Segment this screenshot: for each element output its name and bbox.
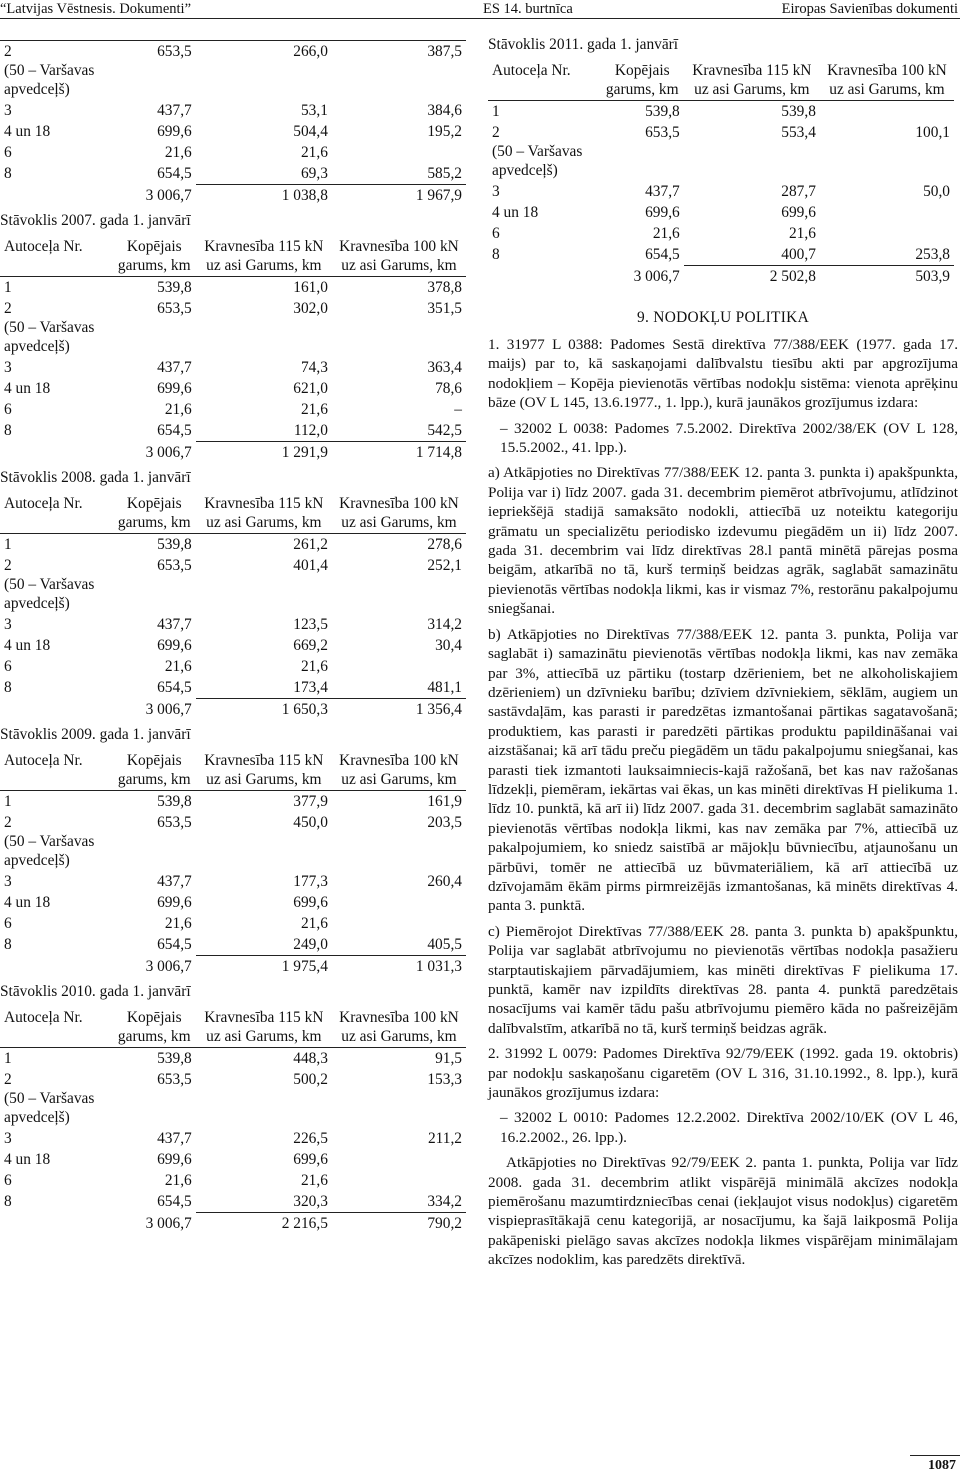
col-road-header: Autoceļa Nr. [488,60,601,101]
cell-115kn: 500,2 [293,1071,328,1088]
cell-115kn: 699,6 [293,1151,328,1168]
cell-total: 539,8 [113,277,196,299]
col-road-header: Autoceļa Nr. [0,236,113,277]
table-row [0,1191,466,1213]
cell-total: 21,6 [164,658,192,675]
cell-total: 653,5 [157,814,192,831]
col-115kn-header: Kravnesība 115 kN uz asi Garums, km [684,60,820,101]
cell-100kn: 405,5 [427,936,462,953]
cell-100kn-sum: 1 967,9 [332,185,466,207]
col-115kn-header: Kravnesība 115 kN uz asi Garums, km [196,236,332,277]
cell-blank [0,1213,113,1235]
cell-115kn: 699,6 [293,894,328,911]
col-total-header: Kopējais garums, km [113,236,196,277]
cell-115kn: 450,0 [293,814,328,831]
header-right: Eiropas Savienības dokumenti [781,1,958,17]
cell-road: 4 un 18 [4,1151,51,1168]
cell-road: 1 [0,1048,113,1070]
table-row [0,656,466,677]
cell-115kn-sum: 1 650,3 [196,699,332,721]
cell-115kn: 261,2 [196,534,332,556]
cell-115kn: 266,0 [196,41,332,101]
cell-115kn: 504,4 [293,123,328,140]
cell-total: 539,8 [601,101,684,123]
col-road-header: Autoceļa Nr. [0,493,113,534]
table-row [0,677,466,699]
cell-road: 2 (50 – Varšavas apvedceļš) [4,1071,95,1126]
cell-total-sum: 3 006,7 [145,957,192,975]
cell-115kn: 553,4 [781,124,816,141]
cell-100kn: 195,2 [427,123,462,140]
cell-total: 654,5 [157,679,192,696]
paragraph: 1. 31977 L 0388: Padomes Sestā direktīva 77/388/EEK (1977. gada 17. maijs) par to, kā saskaņojami dalībvalstu tiesību akti par apgrozījuma nodokļiem – Kopēja pievienotās vērtības nodokļu sistēma: vienota aprēķinu bāze (OV L 145, 13.6.1977., 1. lpp.), kurā jaunākos grozījumus izdara: [488,336,958,412]
header-rule [0,18,960,19]
paragraph: Atkāpjoties no Direktīvas 92/79/EEK 2. panta 1. punkta, Polija var līdz 2008. gada 31. decembrim atlikt vispārējā minimālā akcīzes nodokļa piemērošanu mazumtirdzniecības cenai (iekļaujot visus nodokļus) cigaretēm vispieprasītākajā cenu kategorijā, ar nosacījumu, ka šajā laikposmā Polija pakāpeniski pielāgo savas akcīzes nodokļa likmes vispārējam minimālajam akcīzes nodoklim, kas paredzēts direktīvā. [488,1154,958,1269]
cell-total-sum: 3 006,7 [145,1214,192,1232]
cell-100kn: 30,4 [435,637,462,654]
paragraph: c) Piemērojot Direktīvas 77/388/EEK 28. panta 3. punkta b) apakšpunktu, Polija var saglabāt atbrīvojumu no pievienotās vērtības nodokļa pasažieru starptautiskajiem pārvadājumiem, kas minēti direktīvas F pielikuma 17. punktā, kamēr nav izpildīts direktīvas 28. panta 4. punktā paredzētais nosacījums vai kamēr tādu pašu atbrīvojumu piemēro kāda no pašreizējām dalībvalstīm, atkarībā no tā, kurš termiņš beidzas agrāk. [488,922,958,1037]
cell-100kn-sum: 1 356,4 [332,699,466,721]
cell-115kn: 53,1 [300,102,328,119]
page-number-rule [910,1455,960,1456]
cell-100kn: 100,1 [915,124,950,141]
cell-road: 4 un 18 [4,380,51,397]
cell-115kn: 621,0 [293,380,328,397]
cell-115kn-sum: 2 502,8 [684,266,820,288]
cell-100kn-sum: 1 031,3 [332,956,466,978]
cell-total-sum: 3 006,7 [633,267,680,285]
cell-100kn: 363,4 [427,359,462,376]
col-road-header: Autoceļa Nr. [0,1007,113,1048]
table-row [0,121,466,142]
cell-total: 21,6 [164,144,192,161]
cell-road: 3 [4,616,12,633]
road-note: (50 – Varšavas apvedceļš) [4,319,95,355]
table-row [0,791,466,813]
table-row [488,202,954,223]
table-row [0,142,466,163]
cell-road: 1 [0,277,113,299]
cell-100kn: 314,2 [427,616,462,633]
cell-100kn [332,892,466,913]
total-row [0,699,466,721]
section-title: 9. NODOKĻU POLITIKA [637,309,809,326]
cell-total: 654,5 [157,165,192,182]
cell-total: 699,6 [157,894,192,911]
cell-115kn: 320,3 [293,1193,328,1210]
table-row [0,1069,466,1128]
cell-total: 437,7 [157,102,192,119]
table-row [0,378,466,399]
cell-road: 8 [4,1193,12,1210]
cell-115kn-sum: 1 291,9 [196,442,332,464]
table-row [0,41,466,101]
col-100kn-header: Kravnesība 100 kN uz asi Garums, km [820,60,954,101]
cell-100kn [332,913,466,934]
cell-total: 21,6 [164,1172,192,1189]
cell-115kn: 123,5 [293,616,328,633]
cell-total: 653,5 [645,124,680,141]
table-row [0,1170,466,1191]
cell-115kn: 173,4 [293,679,328,696]
road-note: (50 – Varšavas apvedceļš) [492,143,583,179]
header-left: “Latvijas Vēstnesis. Dokumenti” [0,1,192,17]
cell-blank [488,266,601,288]
paragraph: – 32002 L 0010: Padomes 12.2.2002. Direktīva 2002/10/EK (OV L 46, 16.2.2002., 26. lpp.). [500,1109,958,1146]
cell-road: 3 [492,183,500,200]
cell-total: 699,6 [645,204,680,221]
cell-100kn: 203,5 [427,814,462,831]
table-state-caption: Stāvoklis 2009. gada 1. janvārī [0,726,191,743]
table-row [0,399,466,420]
cell-total: 437,7 [157,359,192,376]
col-total-header: Kopējais garums, km [113,1007,196,1048]
cell-road: 2 (50 – Varšavas apvedceļš) [4,814,95,869]
table-row [0,934,466,956]
table-header-row [0,493,466,534]
table-row [0,298,466,357]
table-state-caption: Stāvoklis 2007. gada 1. janvārī [0,212,191,229]
cell-road: 8 [4,165,12,182]
col-100kn-header: Kravnesība 100 kN uz asi Garums, km [332,1007,466,1048]
cell-total-sum: 3 006,7 [145,186,192,204]
cell-blank [0,699,113,721]
table-row [0,534,466,556]
table-row [0,1048,466,1070]
table-row [0,871,466,892]
cell-100kn: 260,4 [427,873,462,890]
cell-road: 8 [4,936,12,953]
table-row [0,635,466,656]
col-100kn-header: Kravnesība 100 kN uz asi Garums, km [332,750,466,791]
cell-115kn: 377,9 [196,791,332,813]
road-table-continued [0,40,466,206]
cell-total-sum: 3 006,7 [145,700,192,718]
table-header-row [0,236,466,277]
right-column [488,30,958,1276]
cell-total: 653,5 [157,1071,192,1088]
cell-road: 2 (50 – Varšavas apvedceļš) [492,124,583,179]
cell-road: 3 [4,359,12,376]
cell-road: 1 [488,101,601,123]
col-115kn-header: Kravnesība 115 kN uz asi Garums, km [196,750,332,791]
road-table [0,236,466,463]
cell-100kn-sum: 1 714,8 [332,442,466,464]
table-row [488,223,954,244]
cell-100kn [820,202,954,223]
cell-total: 539,8 [113,791,196,813]
table-row [0,1128,466,1149]
cell-115kn: 161,0 [196,277,332,299]
cell-total: 699,6 [157,380,192,397]
cell-115kn-sum: 1 038,8 [196,185,332,207]
header-center: ES 14. burtnīca [483,1,573,17]
cell-115kn: 21,6 [300,1172,328,1189]
cell-total-sum: 3 006,7 [145,443,192,461]
page-number: 1087 [928,1458,956,1473]
cell-road: 8 [492,246,500,263]
col-115kn-header: Kravnesība 115 kN uz asi Garums, km [196,493,332,534]
cell-total: 653,5 [113,41,196,101]
table-row [0,812,466,871]
cell-100kn: 153,3 [427,1071,462,1088]
cell-road: 1 [0,791,113,813]
cell-road: 1 [0,534,113,556]
cell-total: 699,6 [157,1151,192,1168]
road-table [0,1007,466,1234]
cell-road: 4 un 18 [4,894,51,911]
table-row [488,101,954,123]
cell-100kn: 384,6 [427,102,462,119]
cell-road: 6 [492,225,500,242]
cell-total: 653,5 [157,300,192,317]
cell-total: 437,7 [157,616,192,633]
cell-115kn: 21,6 [300,144,328,161]
cell-100kn: – [454,401,462,418]
cell-100kn: 161,9 [332,791,466,813]
table-row [0,163,466,185]
cell-100kn: 78,6 [435,380,462,397]
table-row [0,100,466,121]
col-road-header: Autoceļa Nr. [0,750,113,791]
cell-115kn-sum: 1 975,4 [196,956,332,978]
cell-100kn-sum: 503,9 [820,266,954,288]
cell-total: 21,6 [164,915,192,932]
cell-100kn: 252,1 [427,557,462,574]
cell-road: 6 [4,1172,12,1189]
cell-total: 21,6 [652,225,680,242]
col-total-header: Kopējais garums, km [113,493,196,534]
cell-100kn [332,1149,466,1170]
paragraph: a) Atkāpjoties no Direktīvas 77/388/EEK 12. panta 3. punkta i) apakšpunkta, Polija var i) līdz 2007. gada 31. decembrim piemērot atbrīvojumu, atlīdzinot iepriekšējā stadijā samaksāto nodokli, attiecībā uz noteiktu kategoriju grāmatu un specializētu periodisko izdevumu piegādēm un ii) līdz 2007. gada 31. decembrim vai līdz direktīvas 28.l pantā minētā pārejas posma beigām, atkarībā no tā, kurš termiņš beidzas agrāk, saglabāt samazinātu pievienotās vērtības nodokļa likmi, kas ir vismaz 7%, restorānu pakalpojumu sniegšanai. [488,464,958,618]
cell-100kn [332,656,466,677]
cell-road: 8 [4,422,12,439]
road-table [0,750,466,977]
col-total-header: Kopējais garums, km [113,750,196,791]
col-100kn-header: Kravnesība 100 kN uz asi Garums, km [332,236,466,277]
cell-total: 654,5 [645,246,680,263]
col-100kn-header: Kravnesība 100 kN uz asi Garums, km [332,493,466,534]
cell-total: 437,7 [645,183,680,200]
cell-total: 437,7 [157,1130,192,1147]
cell-road: 3 [4,1130,12,1147]
table-row [0,614,466,635]
table-row [488,244,954,266]
total-row [0,442,466,464]
cell-100kn: 253,8 [915,246,950,263]
table-row [0,555,466,614]
cell-total: 699,6 [157,123,192,140]
cell-road: 6 [4,658,12,675]
cell-115kn: 21,6 [300,915,328,932]
left-column [0,40,470,1234]
cell-total: 653,5 [157,557,192,574]
table-header-row [488,60,954,101]
cell-100kn: 378,8 [332,277,466,299]
cell-road: 6 [4,144,12,161]
paragraph: b) Atkāpjoties no Direktīvas 77/388/EEK 12. panta 3. punkta, Polija var saglabāt i) samazinātu pievienotās vērtības nodokļa likmi, kas nav zemāka par 3%, attiecībā uz pārtiku (tostarp dzērieniem, bet ne alkoholiskajiem dzērieniem) un dzīvnieku barību; dzīviem dzīvniekiem, sēklām, augiem un sastāvdaļām, kas parasti ir paredzētas izmantošanai pārtikas sagatavošanā; produktiem, kas parasti ir paredzēti pārtikas produktu papildināšanai vai aizstāšanai; kā arī tādu preču piegādēm un tādu pakalpojumu sniegšanai, kas parasti tiek izmantoti lauksaimniecis-kajā ražošanā, bet kas nav ražošanas līdzekļi, piemēram, iekārtas vai ēkas, un kas minēti direktīvas H pielikuma 1. līdz 10. punktā, kā arī ii) līdz 2007. gada 31. decembrim saglabāt samazināto pievienotās vērtības nodokļa likmi, kas nav zemāka par 7%, attiecībā uz pakalpojumiem, ko sniedz saistībā ar mājokļu būvniecību, atjaunošanu un pārbūvi, tomēr ne attiecībā uz būvmateriāliem, kā arī attiecībā uz dzīvojamām ēkām pirms pirmreizējās izmantošanas, kā minēts direktīvas 4. panta 3. punktā. [488,625,958,915]
cell-100kn: 481,1 [427,679,462,696]
cell-100kn: 542,5 [427,422,462,439]
cell-100kn: 91,5 [332,1048,466,1070]
total-row [0,956,466,978]
cell-road: 3 [4,102,12,119]
table-header-row [0,1007,466,1048]
table-row [0,892,466,913]
cell-115kn: 21,6 [788,225,816,242]
cell-115kn: 226,5 [293,1130,328,1147]
road-note: (50 – Varšavas apvedceļš) [4,833,95,869]
cell-115kn: 249,0 [293,936,328,953]
cell-100kn: 351,5 [427,300,462,317]
cell-total: 21,6 [164,401,192,418]
cell-115kn: 112,0 [293,422,328,439]
road-note: (50 – Varšavas apvedceļš) [4,62,95,98]
table-state-caption: Stāvoklis 2011. gada 1. janvārī [488,36,679,53]
paragraph: – 32002 L 0038: Padomes 7.5.2002. Direktīva 2002/38/EK (OV L 128, 15.5.2002., 41. lpp.). [500,419,958,457]
cell-115kn: 69,3 [300,165,328,182]
cell-100kn: 387,5 [332,41,466,101]
cell-115kn: 21,6 [300,658,328,675]
road-note: (50 – Varšavas apvedceļš) [4,1090,95,1126]
table-row [488,122,954,181]
table-row [0,420,466,442]
cell-100kn [332,1170,466,1191]
table-state-caption: Stāvoklis 2010. gada 1. janvārī [0,983,191,1000]
cell-total: 654,5 [157,1193,192,1210]
cell-115kn: 400,7 [781,246,816,263]
cell-100kn: 50,0 [923,183,950,200]
cell-blank [0,442,113,464]
table-row [0,277,466,299]
cell-115kn-sum: 2 216,5 [196,1213,332,1235]
cell-115kn: 74,3 [300,359,328,376]
total-row [488,266,954,288]
table-row [0,1149,466,1170]
paragraph: 2. 31992 L 0079: Padomes Direktīva 92/79/EEK (1992. gada 19. oktobris) par nodokļu saskaņošanu cigaretēm (OV L 316, 31.10.1992., 8. lpp.), kurā jaunākos grozījumus izdara: [488,1045,958,1102]
cell-100kn [820,223,954,244]
cell-total: 699,6 [157,637,192,654]
cell-115kn: 177,3 [293,873,328,890]
table-row [0,913,466,934]
col-115kn-header: Kravnesība 115 kN uz asi Garums, km [196,1007,332,1048]
cell-total: 654,5 [157,422,192,439]
cell-115kn: 448,3 [196,1048,332,1070]
col-total-header: Kopējais garums, km [601,60,684,101]
cell-115kn: 669,2 [293,637,328,654]
cell-total: 539,8 [113,1048,196,1070]
table-state-caption: Stāvoklis 2008. gada 1. janvārī [0,469,191,486]
cell-road: 4 un 18 [492,204,539,221]
cell-road: 2 (50 – Varšavas apvedceļš) [4,557,95,612]
cell-road: 4 un 18 [4,123,51,140]
cell-road: 4 un 18 [4,637,51,654]
cell-total: 654,5 [157,936,192,953]
cell-115kn: 539,8 [684,101,820,123]
road-table [0,493,466,720]
table-header-row [0,750,466,791]
cell-100kn [820,101,954,123]
cell-115kn: 21,6 [300,401,328,418]
road-table [488,60,954,287]
road-note: (50 – Varšavas apvedceļš) [4,576,95,612]
cell-100kn: 334,2 [427,1193,462,1210]
total-row [0,185,466,207]
cell-100kn [332,142,466,163]
total-row [0,1213,466,1235]
cell-road: 6 [4,401,12,418]
cell-100kn: 585,2 [427,165,462,182]
cell-blank [0,185,113,207]
cell-115kn: 302,0 [293,300,328,317]
cell-100kn: 278,6 [332,534,466,556]
cell-115kn: 401,4 [293,557,328,574]
cell-road: 2 (50 – Varšavas apvedceļš) [0,41,113,101]
cell-100kn: 211,2 [427,1130,462,1147]
cell-total: 437,7 [157,873,192,890]
cell-115kn: 287,7 [781,183,816,200]
cell-blank [0,956,113,978]
cell-road: 6 [4,915,12,932]
table-row [0,357,466,378]
cell-road: 3 [4,873,12,890]
cell-total: 539,8 [113,534,196,556]
cell-road: 2 (50 – Varšavas apvedceļš) [4,300,95,355]
cell-100kn-sum: 790,2 [332,1213,466,1235]
table-row [488,181,954,202]
cell-115kn: 699,6 [781,204,816,221]
running-header [0,0,960,22]
cell-road: 8 [4,679,12,696]
